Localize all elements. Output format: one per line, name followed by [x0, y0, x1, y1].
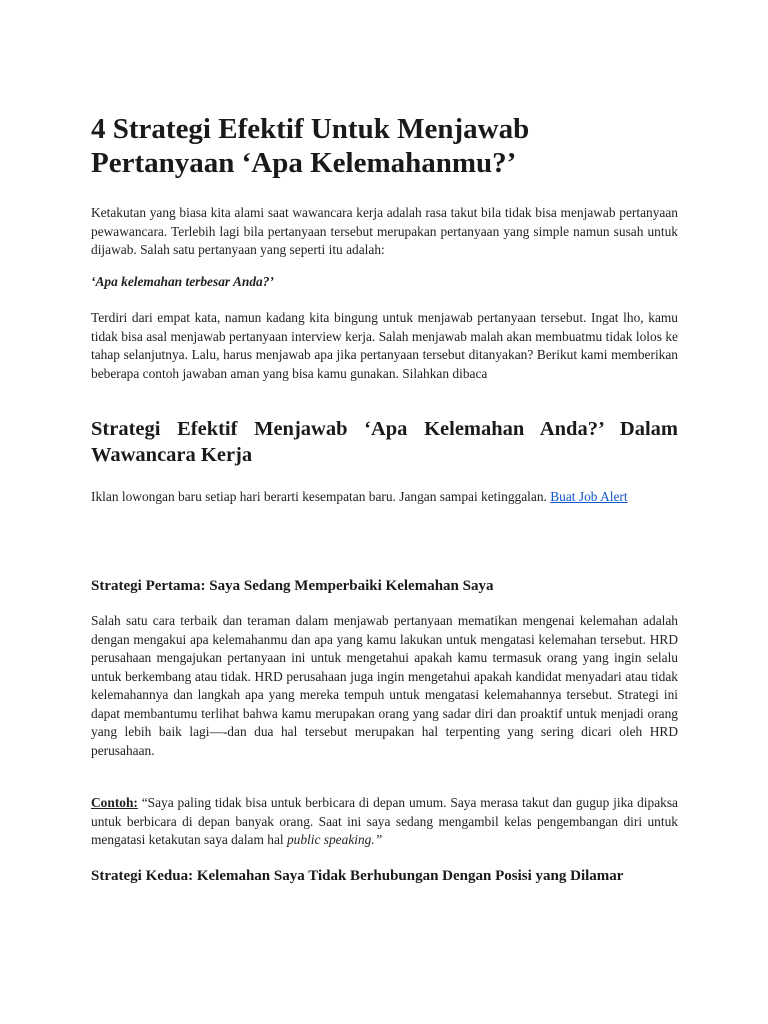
example-paragraph [91, 794, 678, 850]
strategy-1-heading: Strategi Pertama: Saya Sedang Memperbaiki Kelemahan Saya [91, 578, 494, 594]
key-question: ‘Apa kelemahan terbesar Anda?’ [91, 274, 274, 289]
section-heading: Strategi Efektif Menjawab ‘Apa Kelemahan Anda?’ Dalam Wawancara Kerja [91, 418, 678, 466]
example-label: Contoh: [91, 795, 138, 810]
example-italic: public speaking.” [286, 832, 383, 847]
job-alert-paragraph [91, 488, 678, 507]
example-text: “Saya paling tidak bisa untuk berbicara di depan umum. Saya merasa takut dan gugup jika dipaksa untuk berbicara di depan banyak orang. Saat ini saya sedang mengambil kelas pengembangan diri untuk mengatasi ketakutan saya dalam hal [91, 795, 678, 847]
strategy-2-heading: Strategi Kedua: Kelemahan Saya Tidak Berhubungan Dengan Posisi yang Dilamar [91, 868, 624, 884]
create-job-alert-link[interactable]: Buat Job Alert [550, 489, 628, 504]
article-title: 4 Strategi Efektif Untuk Menjawab Pertanyaan ‘Apa Kelemahanmu?’ [91, 113, 530, 179]
body-paragraph: Terdiri dari empat kata, namun kadang kita bingung untuk menjawab pertanyaan tersebut. Ingat lho, kamu tidak bisa asal menjawab pertanyaan interview kerja. Salah menjawab malah akan membuatmu tidak lolos ke tahap selanjutnya. Lalu, harus menjawab apa jika pertanyaan tersebut ditanyakan? Berikut kami memberikan beberapa contoh jawaban aman yang bisa kamu gunakan. Silahkan dibaca [91, 310, 678, 381]
job-alert-text: Iklan lowongan baru setiap hari berarti kesempatan baru. Jangan sampai ketinggalan. [91, 489, 551, 504]
intro-paragraph: Ketakutan yang biasa kita alami saat wawancara kerja adalah rasa takut bila tidak bisa menjawab pertanyaan pewawancara. Terlebih lagi bila pertanyaan tersebut merupakan pertanyaan yang simple namun susah untuk dijawab. Salah satu pertanyaan yang seperti itu adalah: [91, 205, 678, 257]
strategy-1-body: Salah satu cara terbaik dan teraman dalam menjawab pertanyaan mematikan mengenai kelemahan adalah dengan mengakui apa kelemahanmu dan apa yang kamu lakukan untuk mengatasi kelemahan tersebut. HRD perusahaan mengajukan pertanyaan ini untuk mengetahui apakah kamu termasuk orang yang ingin selalu untuk berkembang atau tidak. HRD perusahaan juga ingin mengetahui apakah kandidat menyadari atau tidak kelemahannya dan langkah apa yang mereka tempuh untuk mengatasi kelemahannya tersebut. Strategi ini dapat membantumu terlihat bahwa kamu merupakan orang yang sadar diri dan proaktif untuk menjadi orang yang lebih baik lagi—-dan dua hal tersebut merupakan hal terpenting yang sering dicari oleh HRD perusahaan. [91, 613, 678, 758]
